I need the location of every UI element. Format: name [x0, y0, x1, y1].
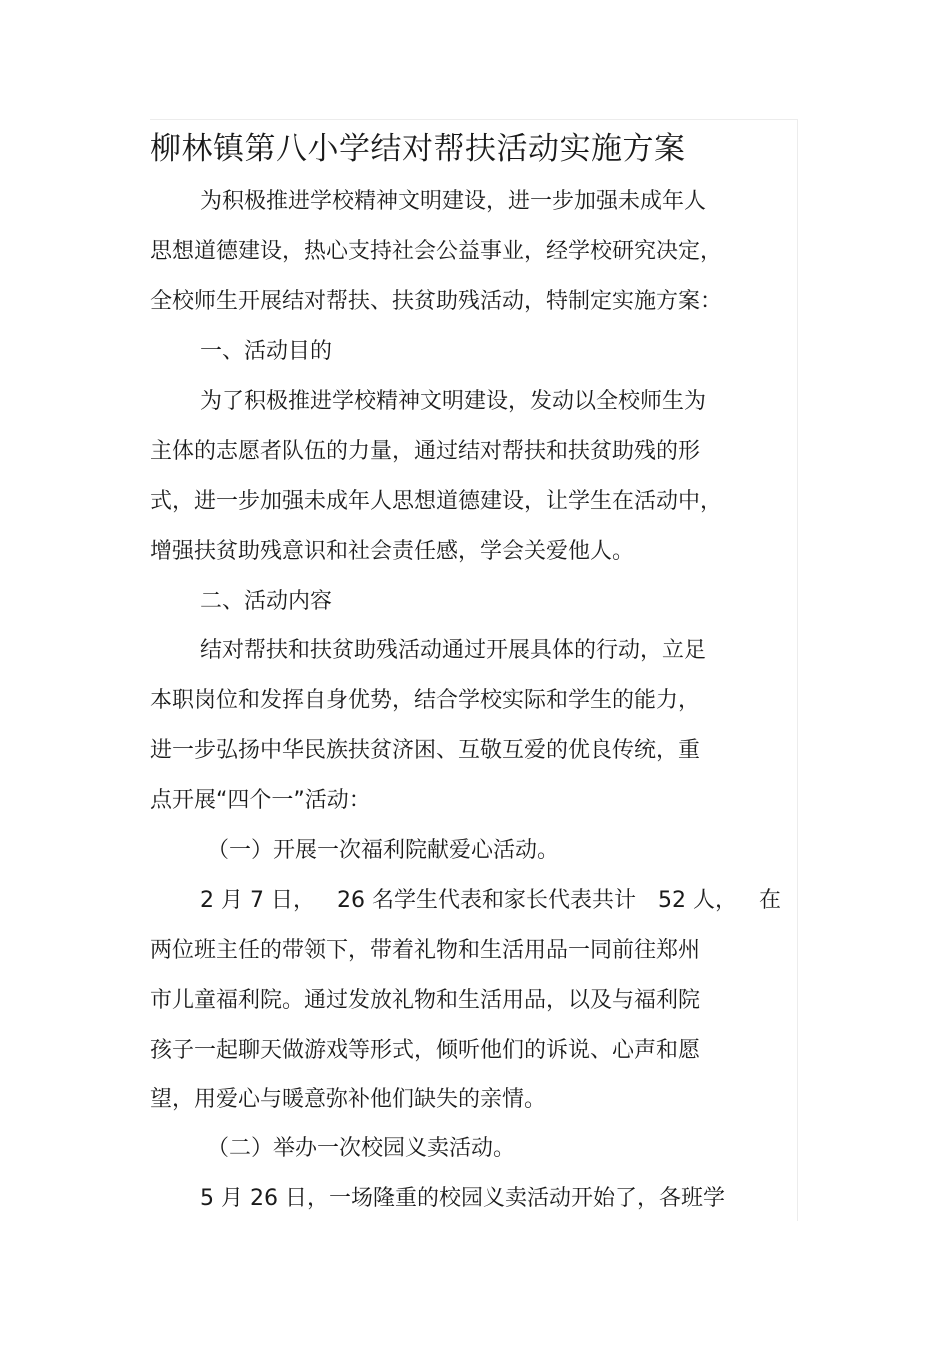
- line-tail-text: 在: [758, 888, 781, 913]
- participants-text: 26 名学生代表和家长代表共计: [336, 888, 636, 913]
- date-text: 2 月 7 日，: [200, 888, 315, 913]
- section-heading-content: 二、活动内容: [200, 589, 333, 614]
- paragraph-line: 增强扶贫助残意识和社会责任感，学会关爱他人。: [150, 539, 635, 564]
- paragraph-line: 点开展“四个一”活动：: [150, 788, 371, 813]
- paragraph-line: 进一步弘扬中华民族扶贫济困、互敬互爱的优良传统，重: [150, 738, 701, 763]
- paragraph-line: 市儿童福利院。通过发放礼物和生活用品，以及与福利院: [150, 988, 701, 1013]
- page-border-right: [797, 119, 798, 1221]
- paragraph-line: 为了积极推进学校精神文明建设，发动以全校师生为: [200, 389, 707, 414]
- intro-line: 全校师生开展结对帮扶、扶贫助残活动，特制定实施方案：: [150, 289, 723, 314]
- paragraph-line: 结对帮扶和扶贫助残活动通过开展具体的行动，立足: [200, 638, 707, 663]
- paragraph-line: 本职岗位和发挥自身优势，结合学校实际和学生的能力，: [150, 688, 701, 713]
- paragraph-line: 孩子一起聊天做游戏等形式，倾听他们的诉说、心声和愿: [150, 1038, 701, 1063]
- page-border-top: [150, 119, 798, 120]
- document-title: 柳林镇第八小学结对帮扶活动实施方案: [150, 131, 686, 167]
- total-count-text: 52 人，: [657, 888, 737, 913]
- section-heading-purpose: 一、活动目的: [200, 339, 333, 364]
- intro-line: 思想道德建设，热心支持社会公益事业，经学校研究决定，: [150, 239, 723, 264]
- intro-line: 为积极推进学校精神文明建设，进一步加强未成年人: [200, 189, 707, 214]
- paragraph-line: 主体的志愿者队伍的力量，通过结对帮扶和扶贫助残的形: [150, 439, 701, 464]
- paragraph-line: 5 月 26 日，一场隆重的校园义卖活动开始了，各班学: [200, 1186, 725, 1211]
- item-heading-welfare-visit: （一）开展一次福利院献爱心活动。: [207, 838, 560, 863]
- item-heading-charity-sale: （二）举办一次校园义卖活动。: [207, 1136, 516, 1161]
- dated-line: [200, 886, 781, 916]
- paragraph-line: 望，用爱心与暖意弥补他们缺失的亲情。: [150, 1087, 547, 1112]
- paragraph-line: 式，进一步加强未成年人思想道德建设，让学生在活动中，: [150, 489, 723, 514]
- paragraph-line: 两位班主任的带领下，带着礼物和生活用品一同前往郑州: [150, 938, 701, 963]
